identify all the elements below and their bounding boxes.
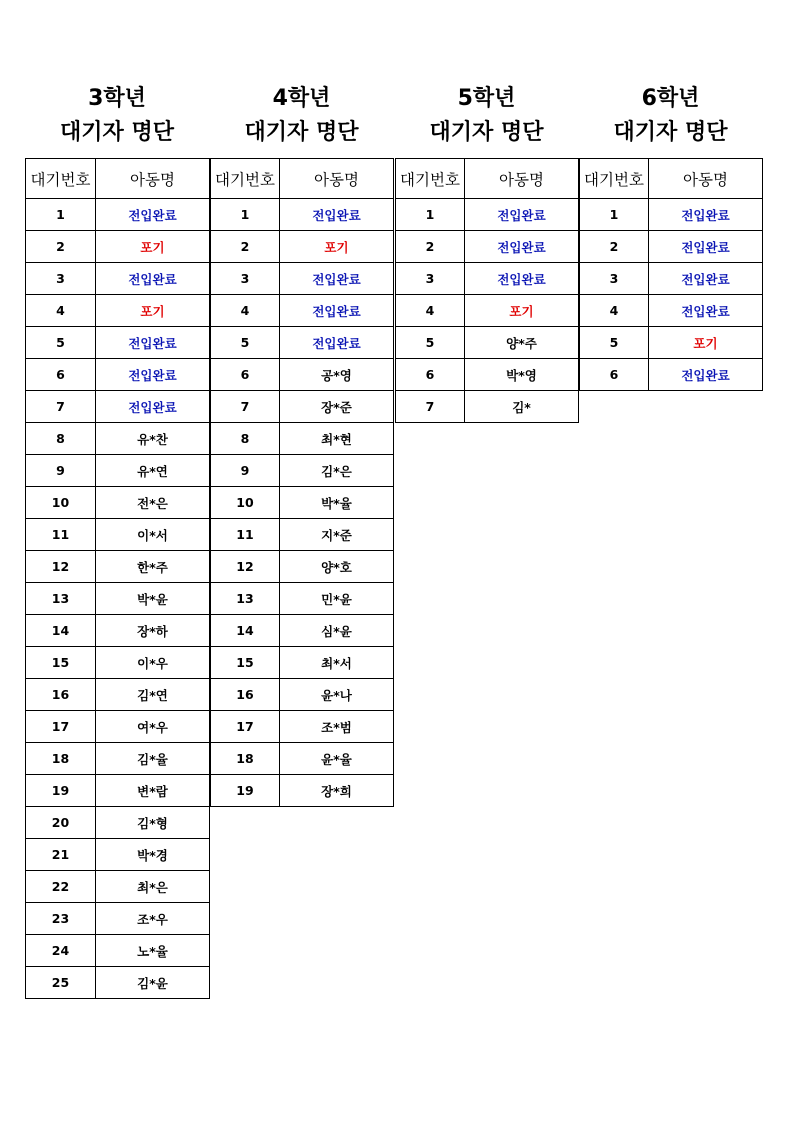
child-name-cell: 유*찬	[96, 423, 210, 455]
wait-number-cell: 22	[26, 871, 96, 903]
table-row	[26, 775, 210, 807]
grade-title	[395, 82, 578, 150]
table-row	[211, 391, 394, 423]
wait-number-cell: 2	[26, 231, 96, 263]
child-name-cell: 지*준	[280, 519, 394, 551]
table-header-row	[396, 159, 579, 199]
header-wait-number: 대기번호	[580, 159, 649, 199]
wait-number-cell: 2	[580, 231, 649, 263]
wait-number-cell: 7	[396, 391, 465, 423]
table-row	[26, 295, 210, 327]
child-name-cell: 전입완료	[649, 231, 763, 263]
table-row	[26, 391, 210, 423]
table-row	[26, 423, 210, 455]
table-row	[211, 327, 394, 359]
table-row	[26, 551, 210, 583]
wait-number-cell: 18	[211, 743, 280, 775]
child-name-cell: 전입완료	[280, 327, 394, 359]
wait-number-cell: 12	[26, 551, 96, 583]
wait-number-cell: 3	[580, 263, 649, 295]
wait-number-cell: 4	[26, 295, 96, 327]
wait-number-cell: 15	[26, 647, 96, 679]
grade-title	[210, 82, 393, 150]
table-row	[26, 455, 210, 487]
table-row	[211, 359, 394, 391]
wait-number-cell: 4	[580, 295, 649, 327]
table-row	[396, 359, 579, 391]
table-row	[26, 967, 210, 999]
wait-number-cell: 21	[26, 839, 96, 871]
table-row	[26, 615, 210, 647]
table-row	[396, 231, 579, 263]
child-name-cell: 전입완료	[649, 295, 763, 327]
child-name-cell: 여*우	[96, 711, 210, 743]
wait-number-cell: 15	[211, 647, 280, 679]
wait-number-cell: 14	[211, 615, 280, 647]
wait-number-cell: 9	[211, 455, 280, 487]
child-name-cell: 전입완료	[96, 199, 210, 231]
child-name-cell: 포기	[96, 295, 210, 327]
wait-number-cell: 4	[396, 295, 465, 327]
table-header-row	[211, 159, 394, 199]
table-row	[26, 935, 210, 967]
wait-number-cell: 13	[211, 583, 280, 615]
grade-title-line1: 6학년	[641, 86, 700, 111]
header-wait-number: 대기번호	[26, 159, 96, 199]
child-name-cell: 포기	[280, 231, 394, 263]
child-name-cell: 전입완료	[280, 263, 394, 295]
header-child-name: 아동명	[465, 159, 579, 199]
child-name-cell: 양*주	[465, 327, 579, 359]
wait-number-cell: 25	[26, 967, 96, 999]
wait-number-cell: 11	[26, 519, 96, 551]
header-child-name: 아동명	[280, 159, 394, 199]
wait-number-cell: 20	[26, 807, 96, 839]
table-row	[26, 807, 210, 839]
table-row	[26, 327, 210, 359]
wait-number-cell: 17	[26, 711, 96, 743]
table-row	[211, 583, 394, 615]
table-row	[580, 359, 763, 391]
wait-number-cell: 5	[211, 327, 280, 359]
wait-number-cell: 10	[26, 487, 96, 519]
wait-number-cell: 2	[211, 231, 280, 263]
wait-number-cell: 4	[211, 295, 280, 327]
table-row	[211, 295, 394, 327]
table-row	[580, 295, 763, 327]
wait-number-cell: 5	[26, 327, 96, 359]
table-row	[211, 199, 394, 231]
wait-number-cell: 8	[211, 423, 280, 455]
table-row	[26, 199, 210, 231]
table-row	[211, 775, 394, 807]
child-name-cell: 전입완료	[465, 231, 579, 263]
table-row	[211, 743, 394, 775]
child-name-cell: 김*형	[96, 807, 210, 839]
child-name-cell: 이*우	[96, 647, 210, 679]
child-name-cell: 전입완료	[649, 359, 763, 391]
wait-number-cell: 18	[26, 743, 96, 775]
table-row	[211, 487, 394, 519]
table-row	[211, 711, 394, 743]
table-row	[396, 199, 579, 231]
wait-number-cell: 8	[26, 423, 96, 455]
child-name-cell: 김*윤	[96, 967, 210, 999]
child-name-cell: 유*연	[96, 455, 210, 487]
wait-number-cell: 3	[396, 263, 465, 295]
grade-title-line2: 대기자 명단	[60, 120, 174, 145]
table-row	[26, 519, 210, 551]
child-name-cell: 박*경	[96, 839, 210, 871]
grade-title-line1: 4학년	[272, 86, 331, 111]
child-name-cell: 최*서	[280, 647, 394, 679]
wait-number-cell: 1	[580, 199, 649, 231]
child-name-cell: 김*은	[280, 455, 394, 487]
table-row	[211, 647, 394, 679]
table-row	[211, 551, 394, 583]
child-name-cell: 민*윤	[280, 583, 394, 615]
table-row	[26, 359, 210, 391]
child-name-cell: 변*람	[96, 775, 210, 807]
wait-number-cell: 16	[26, 679, 96, 711]
child-name-cell: 전입완료	[465, 199, 579, 231]
child-name-cell: 조*범	[280, 711, 394, 743]
table-row	[26, 711, 210, 743]
child-name-cell: 김*율	[96, 743, 210, 775]
wait-number-cell: 24	[26, 935, 96, 967]
child-name-cell: 전*은	[96, 487, 210, 519]
child-name-cell: 전입완료	[96, 391, 210, 423]
waitlist-table	[395, 158, 579, 423]
table-row	[26, 231, 210, 263]
child-name-cell: 포기	[96, 231, 210, 263]
child-name-cell: 공*영	[280, 359, 394, 391]
child-name-cell: 포기	[465, 295, 579, 327]
child-name-cell: 최*현	[280, 423, 394, 455]
child-name-cell: 전입완료	[96, 327, 210, 359]
child-name-cell: 최*은	[96, 871, 210, 903]
grade-title	[579, 82, 762, 150]
grade-title-line1: 5학년	[457, 86, 516, 111]
table-row	[580, 199, 763, 231]
child-name-cell: 조*우	[96, 903, 210, 935]
child-name-cell: 윤*나	[280, 679, 394, 711]
table-row	[211, 455, 394, 487]
wait-number-cell: 7	[26, 391, 96, 423]
table-row	[211, 423, 394, 455]
wait-number-cell: 3	[26, 263, 96, 295]
waitlist-table	[25, 158, 210, 999]
child-name-cell: 이*서	[96, 519, 210, 551]
table-row	[396, 295, 579, 327]
wait-number-cell: 7	[211, 391, 280, 423]
table-header-row	[580, 159, 763, 199]
grade-title-line1: 3학년	[88, 86, 146, 111]
table-row	[580, 231, 763, 263]
header-child-name: 아동명	[649, 159, 763, 199]
header-wait-number: 대기번호	[211, 159, 280, 199]
wait-number-cell: 19	[211, 775, 280, 807]
child-name-cell: 박*윤	[96, 583, 210, 615]
child-name-cell: 윤*율	[280, 743, 394, 775]
table-row	[26, 583, 210, 615]
wait-number-cell: 17	[211, 711, 280, 743]
wait-number-cell: 5	[396, 327, 465, 359]
wait-number-cell: 5	[580, 327, 649, 359]
child-name-cell: 김*연	[96, 679, 210, 711]
table-row	[211, 615, 394, 647]
header-wait-number: 대기번호	[396, 159, 465, 199]
table-row	[26, 647, 210, 679]
table-row	[211, 679, 394, 711]
wait-number-cell: 1	[396, 199, 465, 231]
child-name-cell: 노*율	[96, 935, 210, 967]
table-row	[26, 743, 210, 775]
wait-number-cell: 14	[26, 615, 96, 647]
waitlist-table	[579, 158, 763, 391]
table-row	[211, 263, 394, 295]
table-row	[396, 391, 579, 423]
table-row	[211, 231, 394, 263]
child-name-cell: 전입완료	[465, 263, 579, 295]
child-name-cell: 포기	[649, 327, 763, 359]
table-row	[26, 871, 210, 903]
child-name-cell: 전입완료	[96, 359, 210, 391]
table-row	[580, 263, 763, 295]
table-row	[580, 327, 763, 359]
grade-title	[25, 82, 209, 150]
child-name-cell: 전입완료	[649, 263, 763, 295]
child-name-cell: 장*희	[280, 775, 394, 807]
header-child-name: 아동명	[96, 159, 210, 199]
child-name-cell: 한*주	[96, 551, 210, 583]
child-name-cell: 김*	[465, 391, 579, 423]
wait-number-cell: 9	[26, 455, 96, 487]
child-name-cell: 박*영	[465, 359, 579, 391]
table-row	[396, 263, 579, 295]
wait-number-cell: 6	[580, 359, 649, 391]
child-name-cell: 전입완료	[649, 199, 763, 231]
wait-number-cell: 19	[26, 775, 96, 807]
child-name-cell: 전입완료	[280, 199, 394, 231]
wait-number-cell: 10	[211, 487, 280, 519]
child-name-cell: 전입완료	[280, 295, 394, 327]
child-name-cell: 박*율	[280, 487, 394, 519]
wait-number-cell: 11	[211, 519, 280, 551]
table-row	[26, 839, 210, 871]
child-name-cell: 전입완료	[96, 263, 210, 295]
child-name-cell: 장*하	[96, 615, 210, 647]
waitlist-table	[210, 158, 394, 807]
child-name-cell: 장*준	[280, 391, 394, 423]
wait-number-cell: 1	[211, 199, 280, 231]
wait-number-cell: 6	[211, 359, 280, 391]
wait-number-cell: 12	[211, 551, 280, 583]
grade-title-line2: 대기자 명단	[429, 120, 544, 145]
table-row	[26, 903, 210, 935]
table-row	[396, 327, 579, 359]
grade-title-line2: 대기자 명단	[613, 120, 728, 145]
wait-number-cell: 2	[396, 231, 465, 263]
wait-number-cell: 6	[26, 359, 96, 391]
child-name-cell: 심*윤	[280, 615, 394, 647]
grade-title-line2: 대기자 명단	[244, 120, 359, 145]
wait-number-cell: 16	[211, 679, 280, 711]
wait-number-cell: 23	[26, 903, 96, 935]
table-row	[26, 679, 210, 711]
table-row	[26, 263, 210, 295]
wait-number-cell: 1	[26, 199, 96, 231]
wait-number-cell: 6	[396, 359, 465, 391]
child-name-cell: 양*호	[280, 551, 394, 583]
table-row	[211, 519, 394, 551]
wait-number-cell: 13	[26, 583, 96, 615]
table-header-row	[26, 159, 210, 199]
wait-number-cell: 3	[211, 263, 280, 295]
table-row	[26, 487, 210, 519]
